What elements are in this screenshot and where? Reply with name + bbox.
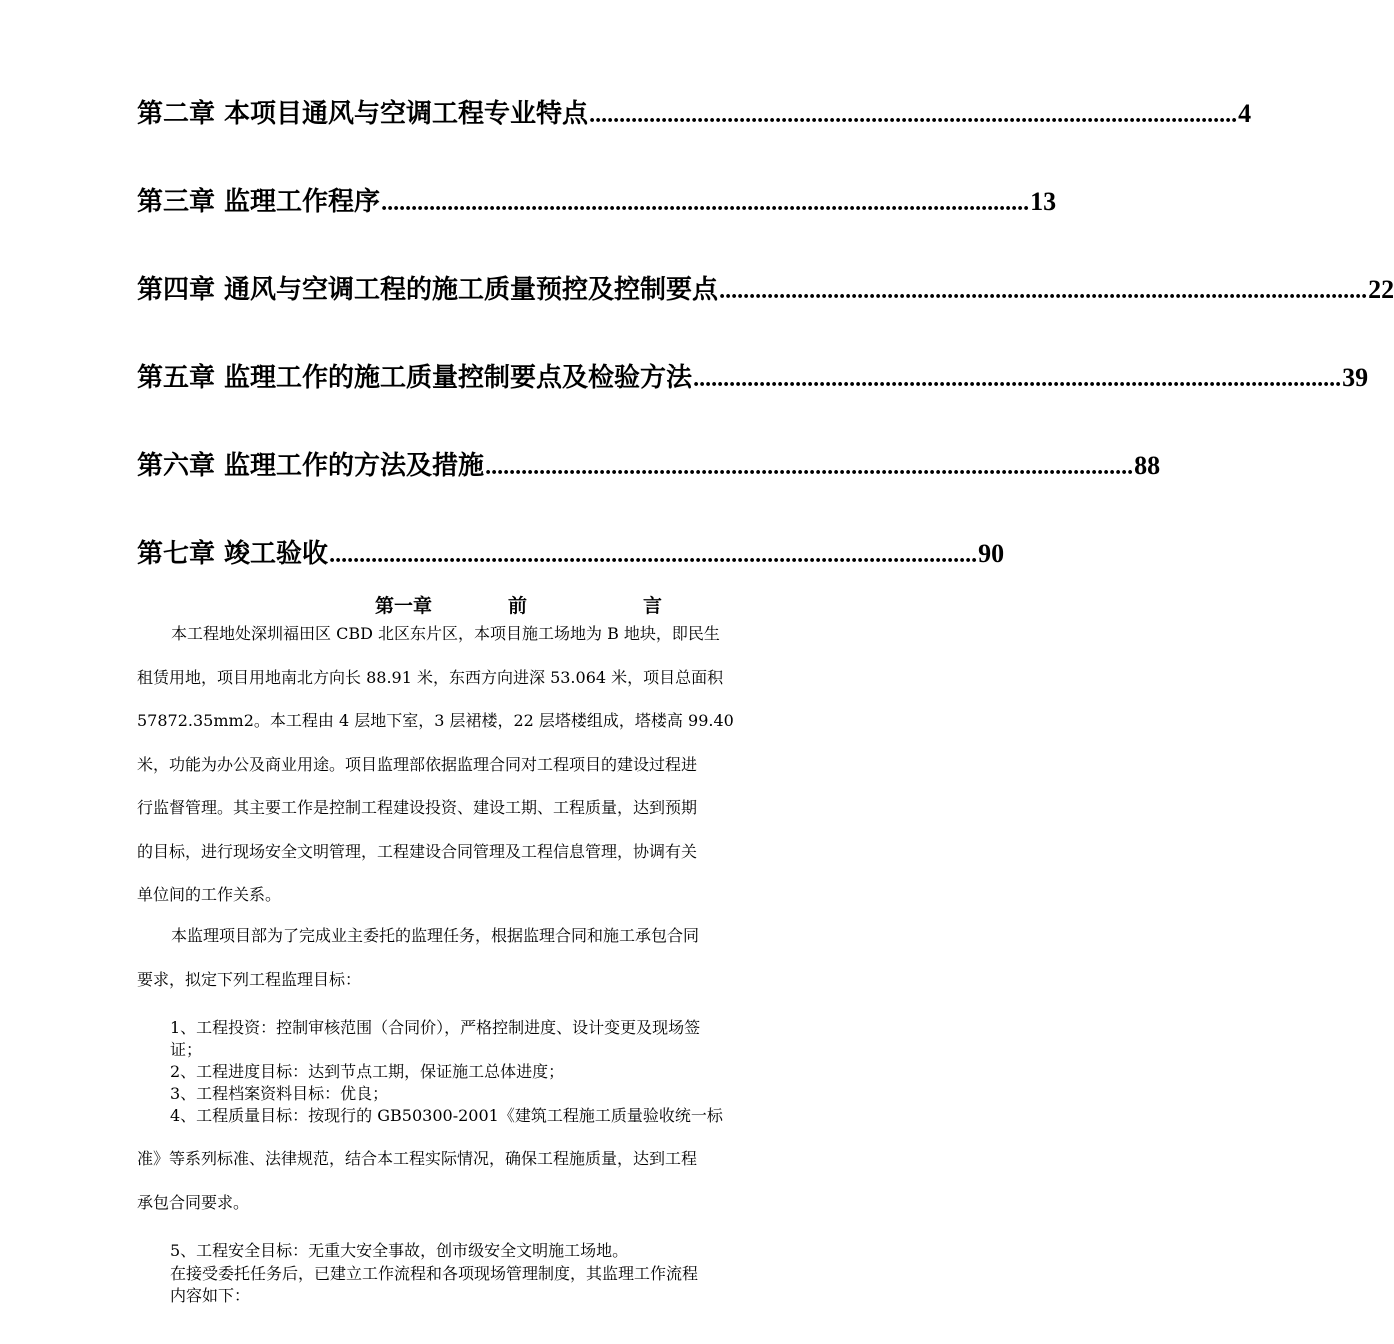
- goal-4-line-1: 4、工程质量目标：按现行的 GB50300-2001《建筑工程施工质量验收统一标: [170, 1106, 723, 1125]
- toc-dot-leader: ............................................................................................................: [381, 190, 1030, 216]
- text-line: 米，功能为办公及商业用途。项目监理部依据监理合同对工程项目的建设过程进: [137, 754, 698, 774]
- toc-dot-leader: ............................................................................................................: [329, 542, 978, 568]
- text-line: 本工程地处深圳福田区 CBD 北区东片区，本项目施工场地为 B 地块，即民生: [171, 624, 720, 643]
- toc-entry-chapter-7[interactable]: [137, 537, 1005, 572]
- toc-entry-title: 第五章 监理工作的施工质量控制要点及检验方法: [137, 363, 693, 393]
- toc-entry-chapter-5[interactable]: [137, 361, 1369, 396]
- goal-3: 3、工程档案资料目标：优良；: [170, 1084, 389, 1103]
- goal-4-continuation: [137, 1137, 809, 1224]
- toc-page-number: 39: [1342, 363, 1369, 392]
- toc-dot-leader: ............................................................................................................: [589, 102, 1238, 128]
- toc-page-number: 88: [1134, 451, 1161, 480]
- chapter-number: 第一章: [375, 595, 433, 617]
- toc-dot-leader: ............................................................................................................: [485, 454, 1134, 480]
- toc-page-number: 13: [1030, 187, 1057, 216]
- text-line: 的目标，进行现场安全文明管理，工程建设合同管理及工程信息管理，协调有关: [137, 841, 698, 861]
- text-line: 租赁用地，项目用地南北方向长 88.91 米，东西方向进深 53.064 米，项目总面积: [137, 667, 724, 687]
- toc-page-number: 22: [1368, 275, 1394, 304]
- toc-entry-title: 第四章 通风与空调工程的施工质量预控及控制要点: [137, 275, 719, 305]
- text-line: 单位间的工作关系。: [137, 885, 282, 904]
- toc-dot-leader: ............................................................................................................: [693, 366, 1342, 392]
- text-line: 要求，拟定下列工程监理目标：: [137, 969, 362, 989]
- paragraph-project-overview: [137, 612, 809, 917]
- text-line: 本监理项目部为了完成业主委托的监理任务，根据监理合同和施工承包合同: [171, 926, 700, 945]
- text-line: 行监督管理。其主要工作是控制工程建设投资、建设工期、工程质量，达到预期: [137, 798, 698, 817]
- toc-entry-chapter-6[interactable]: [137, 449, 1161, 484]
- goal-1-line-1: 1、工程投资：控制审核范围（合同价），严格控制进度、设计变更及现场签: [170, 1018, 701, 1037]
- goal-5: 5、工程安全目标：无重大安全事故，创市级安全文明施工场地。: [170, 1241, 629, 1260]
- toc-page-number: 90: [978, 539, 1005, 568]
- text-line: 准》等系列标准、法律规范，结合本工程实际情况，确保工程施质量，达到工程: [137, 1149, 698, 1168]
- toc-entry-title: 第六章 监理工作的方法及措施: [137, 451, 485, 481]
- chapter-title-char-2: 言: [643, 595, 663, 617]
- toc-entry-chapter-2[interactable]: [137, 97, 1252, 132]
- text-line: 承包合同要求。: [137, 1192, 250, 1212]
- text-line: 57872.35mm2。本工程由 4 层地下室，3 层裙楼，22 层塔楼组成，塔楼高 99.40: [137, 711, 734, 730]
- goal-1-line-2: 证；: [170, 1040, 203, 1059]
- chapter-title-char-1: 前: [508, 595, 528, 617]
- toc-entry-chapter-4[interactable]: [137, 273, 1394, 308]
- toc-entry-title: 第二章 本项目通风与空调工程专业特点: [137, 99, 589, 129]
- goal-2: 2、工程进度目标：达到节点工期，保证施工总体进度；: [170, 1062, 565, 1081]
- closing-line-2: 内容如下：: [170, 1286, 251, 1305]
- toc-entry-title: 第七章 竣工验收: [137, 539, 329, 569]
- toc-entry-title: 第三章 监理工作程序: [137, 187, 381, 217]
- closing-line-1: 在接受委托任务后，已建立工作流程和各项现场管理制度，其监理工作流程: [170, 1264, 699, 1283]
- paragraph-supervision-goals-intro: [137, 914, 809, 1001]
- toc-dot-leader: ............................................................................................................: [719, 278, 1368, 304]
- toc-entry-chapter-3[interactable]: [137, 185, 1057, 220]
- toc-page-number: 4: [1238, 99, 1252, 128]
